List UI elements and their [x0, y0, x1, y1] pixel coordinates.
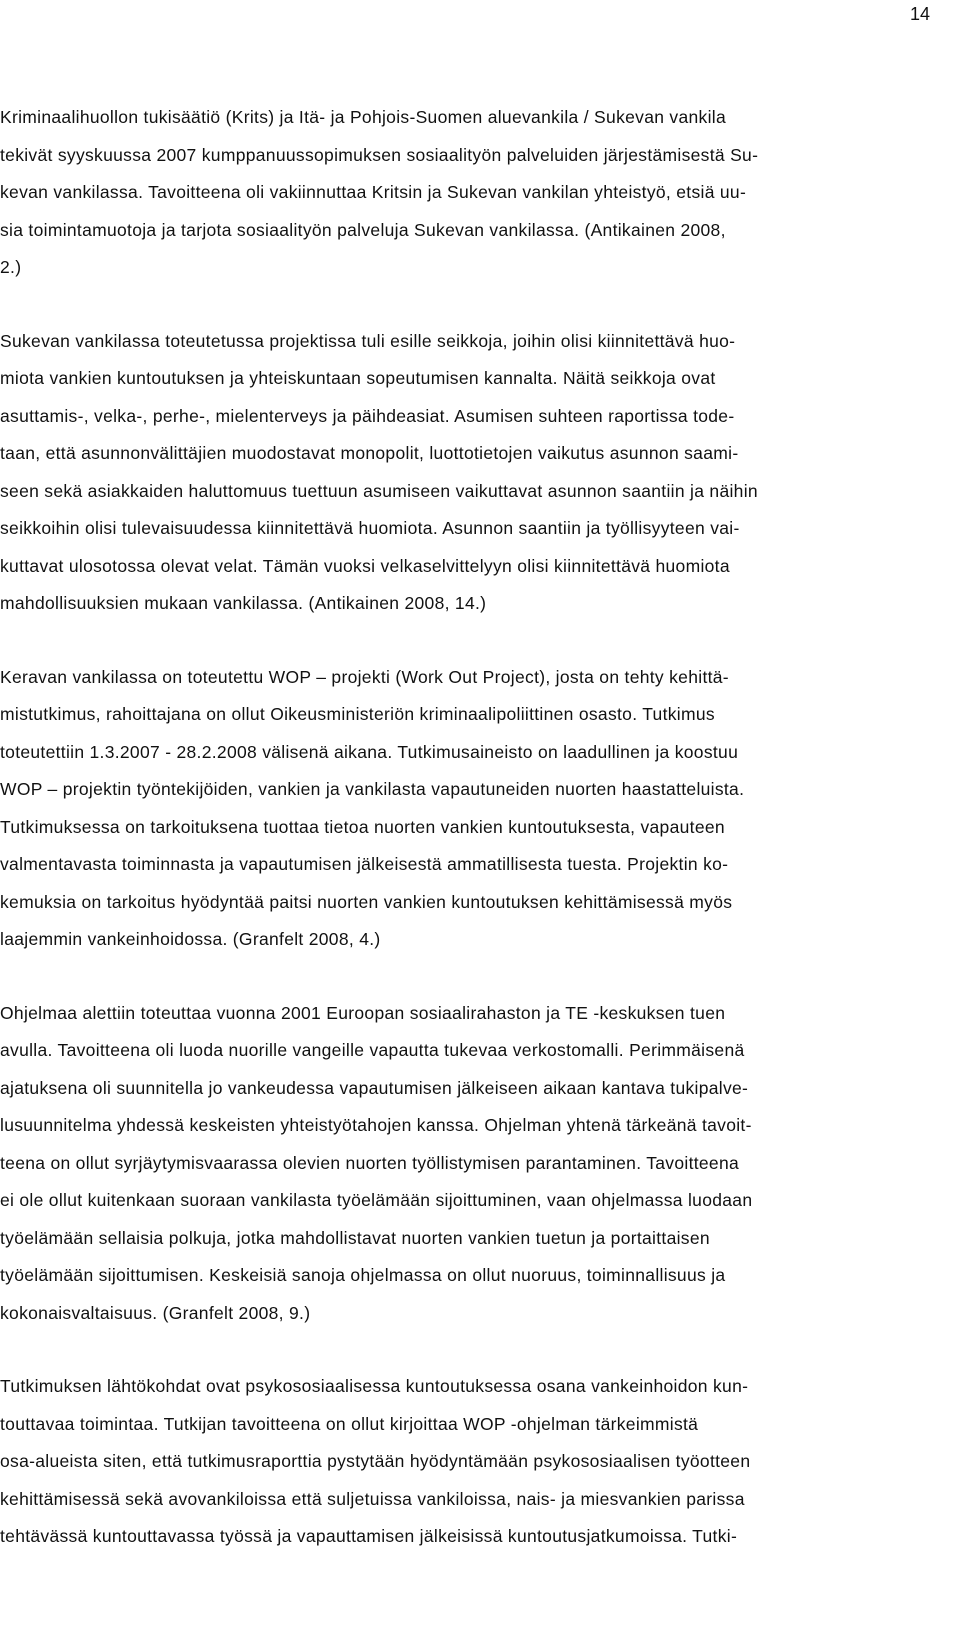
text-line: miota vankien kuntoutuksen ja yhteiskuntaan sopeutumisen kannalta. Näitä seikkoja ovat	[0, 368, 716, 388]
text-line: lusuunnitelma yhdessä keskeisten yhteistyötahojen kanssa. Ohjelman yhtenä tärkeänä tavoit-	[0, 1115, 752, 1135]
text-line: tehtävässä kuntouttavassa työssä ja vapauttamisen jälkeisissä kuntoutusjatkumoissa. Tutki-	[0, 1526, 738, 1546]
text-line: ajatuksena oli suunnitella jo vankeudessa vapautumisen jälkeiseen aikaan kantava tukipalve-	[0, 1077, 749, 1098]
text-line: Sukevan vankilassa toteutetussa projektissa tuli esille seikkoja, joihin olisi kiinnitettävä huo-	[0, 330, 736, 351]
text-line: Ohjelmaa alettiin toteuttaa vuonna 2001 Euroopan sosiaalirahaston ja TE -keskuksen tuen	[0, 1002, 726, 1023]
text-line: mahdollisuuksien mukaan vankilassa. (Antikainen 2008, 14.)	[0, 593, 487, 613]
text-line: osa-alueista siten, että tutkimusraporttia pystytään hyödyntämään psykososiaalisen työotteen	[0, 1451, 751, 1471]
text-line: kuttavat ulosotossa olevat velat. Tämän vuoksi velkaselvittelyyn olisi kiinnitettävä huomiota	[0, 555, 730, 576]
text-line: tekivät syyskuussa 2007 kumppanuussopimuksen sosiaalityön palveluiden järjestämisestä Su-	[0, 144, 759, 165]
text-line: kokonaisvaltaisuus. (Granfelt 2008, 9.)	[0, 1302, 311, 1323]
text-line: WOP – projektin työntekijöiden, vankien ja vankilasta vapautuneiden nuorten haastatteluista.	[0, 779, 745, 799]
text-line: kehittämisessä sekä avovankiloissa että suljetuissa vankiloissa, nais- ja miesvankien parissa	[0, 1488, 745, 1509]
text-line: taan, että asunnonvälittäjien muodostavat monopolit, luottotietojen vaikutus asunnon saami-	[0, 443, 739, 463]
text-line: valmentavasta toiminnasta ja vapautumisen jälkeisestä ammatillisesta tuesta. Projektin ko-	[0, 854, 729, 874]
paragraph-3	[0, 665, 925, 965]
paragraph-4	[0, 1001, 925, 1339]
text-line: työelämään sellaisia polkuja, jotka mahdollistavat nuorten vankien tuetun ja portaittaisen	[0, 1227, 710, 1248]
text-line: Tutkimuksen lähtökohdat ovat psykososiaalisessa kuntoutuksessa osana vankeinhoidon kun-	[0, 1376, 749, 1396]
text-line: työelämään sijoittumisen. Keskeisiä sanoja ohjelmassa on ollut nuoruus, toiminnallisuus ja	[0, 1265, 726, 1285]
text-line: seen sekä asiakkaiden haluttomuus tuettuun asumiseen vaikuttavat asunnon saantiin ja näihin	[0, 480, 758, 501]
paragraph-2	[0, 329, 925, 629]
text-line: ei ole ollut kuitenkaan suoraan vankilasta työelämään sijoittuminen, vaan ohjelmassa luodaan	[0, 1190, 753, 1210]
text-line: kevan vankilassa. Tavoitteena oli vakiinnuttaa Kritsin ja Sukevan vankilan yhteistyö, etsiä uu-	[0, 182, 747, 202]
text-line: toteutettiin 1.3.2007 - 28.2.2008 välisenä aikana. Tutkimusaineisto on laadullinen ja koostuu	[0, 741, 739, 762]
text-line: teena on ollut syrjäytymisvaarassa olevien nuorten työllistymisen parantaminen. Tavoitteena	[0, 1152, 740, 1173]
document-body	[0, 105, 925, 1598]
text-line: sia toimintamuotoja ja tarjota sosiaalityön palveluja Sukevan vankilassa. (Antikainen 2008,	[0, 219, 726, 240]
text-line: seikkoihin olisi tulevaisuudessa kiinnitettävä huomiota. Asunnon saantiin ja työllisyyteen vai-	[0, 518, 740, 538]
text-line: laajemmin vankeinhoidossa. (Granfelt 2008, 4.)	[0, 929, 381, 949]
text-line: avulla. Tavoitteena oli luoda nuorille vangeille vapautta tukevaa verkostomalli. Perimmäisenä	[0, 1040, 745, 1060]
text-line: asuttamis-, velka-, perhe-, mielenterveys ja päihdeasiat. Asumisen suhteen raportissa tode-	[0, 405, 735, 426]
paragraph-5	[0, 1374, 925, 1562]
text-line: kemuksia on tarkoitus hyödyntää paitsi nuorten vankien kuntoutuksen kehittämisessä myös	[0, 891, 733, 912]
text-line: Kriminaalihuollon tukisäätiö (Krits) ja Itä- ja Pohjois-Suomen aluevankila / Sukevan vankila	[0, 107, 727, 127]
paragraph-1	[0, 105, 925, 293]
text-line: Tutkimuksessa on tarkoituksena tuottaa tietoa nuorten vankien kuntoutuksesta, vapauteen	[0, 816, 725, 837]
text-line: mistutkimus, rahoittajana on ollut Oikeusministeriön kriminaalipoliittinen osasto. Tutkimus	[0, 704, 715, 724]
text-line: Keravan vankilassa on toteutettu WOP – projekti (Work Out Project), josta on tehty kehittä-	[0, 666, 729, 687]
text-line: 2.)	[0, 257, 22, 277]
text-line: touttavaa toimintaa. Tutkijan tavoitteena on ollut kirjoittaa WOP -ohjelman tärkeimmistä	[0, 1413, 699, 1434]
page-number: 14	[909, 4, 930, 24]
